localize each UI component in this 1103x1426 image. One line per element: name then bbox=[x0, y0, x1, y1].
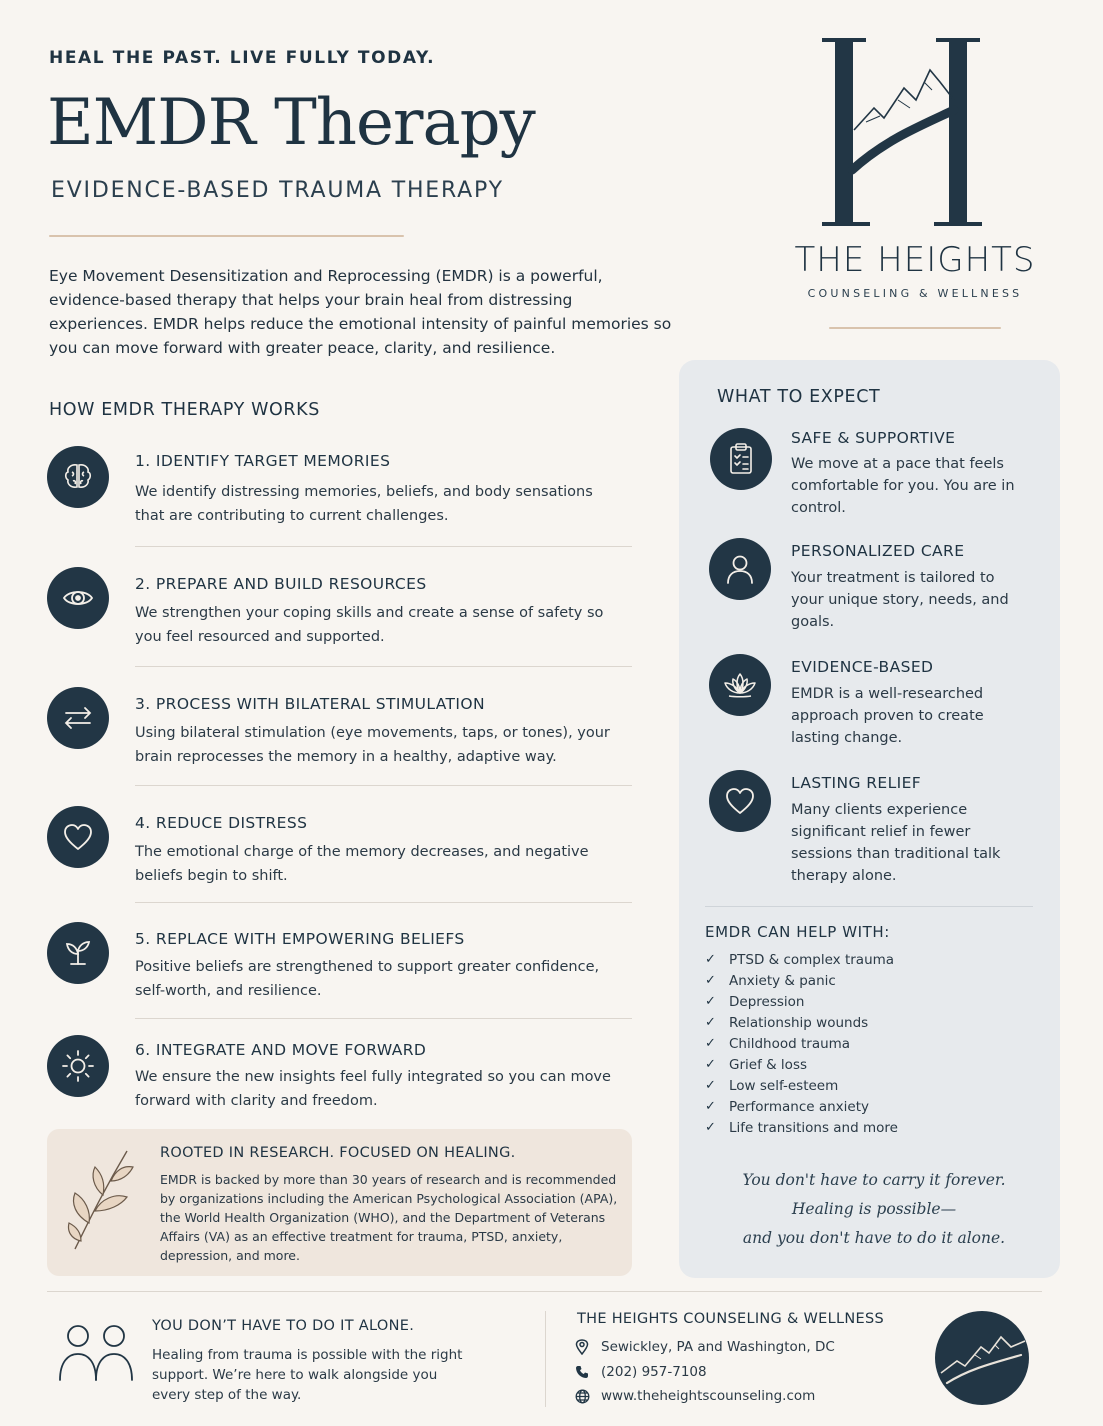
step-title: 1. IDENTIFY TARGET MEMORIES bbox=[135, 452, 391, 470]
help-item-label: Relationship wounds bbox=[729, 1014, 869, 1031]
help-item-label: Anxiety & panic bbox=[729, 972, 836, 989]
heart-icon bbox=[47, 806, 109, 868]
mountain-icon bbox=[935, 1311, 1029, 1405]
intro-paragraph: Eye Movement Desensitization and Reprocessing (EMDR) is a powerful, evidence-based therapy that helps your brain heal from distressing experiences. EMDR helps reduce the emotional intensity of painful memories so you can move forward with greater peace, clarity, and resilience. bbox=[49, 267, 672, 357]
step-body: We identify distressing memories, beliefs, and body sensations that are contributing to current challenges. bbox=[135, 484, 593, 524]
step-divider bbox=[135, 1018, 632, 1019]
list-item bbox=[705, 1075, 1035, 1096]
step-body: Positive beliefs are strengthened to support greater confidence, self-worth, and resilience. bbox=[135, 959, 600, 999]
step-title: 5. REPLACE WITH EMPOWERING BELIEFS bbox=[135, 930, 465, 948]
checkmark-icon: ✓ bbox=[705, 1036, 716, 1051]
checkmark-icon: ✓ bbox=[705, 973, 716, 988]
footer-support-body: Healing from trauma is possible with the right support. We’re here to walk alongside you every step of the way. bbox=[152, 1347, 463, 1403]
list-item bbox=[705, 1096, 1035, 1117]
footer-divider bbox=[47, 1291, 1042, 1292]
monogram-h-icon bbox=[770, 30, 1060, 235]
help-item-label: Grief & loss bbox=[729, 1056, 808, 1073]
checkmark-icon: ✓ bbox=[705, 1099, 716, 1114]
brain-icon bbox=[47, 446, 109, 508]
panel-divider bbox=[705, 906, 1033, 907]
expect-body: Many clients experience significant relief in fewer sessions than traditional talk therapy alone. bbox=[791, 802, 1001, 884]
logo-name: THE HEIGHTS bbox=[794, 240, 1036, 280]
checkmark-icon: ✓ bbox=[705, 1120, 716, 1135]
brand-logo bbox=[770, 30, 1060, 330]
step-body: The emotional charge of the memory decreases, and negative beliefs begin to shift. bbox=[135, 844, 589, 884]
step-divider bbox=[135, 785, 632, 786]
phone-text[interactable]: (202) 957-7108 bbox=[601, 1364, 707, 1380]
checkmark-icon: ✓ bbox=[705, 994, 716, 1009]
website-link[interactable]: www.theheightscounseling.com bbox=[601, 1388, 816, 1404]
research-title: ROOTED IN RESEARCH. FOCUSED ON HEALING. bbox=[160, 1145, 516, 1161]
list-item bbox=[705, 1117, 1035, 1138]
checkmark-icon: ✓ bbox=[705, 952, 716, 967]
logo-subtitle: COUNSELING & WELLNESS bbox=[807, 287, 1023, 300]
expect-title: EVIDENCE-BASED bbox=[791, 658, 934, 676]
step-body: Using bilateral stimulation (eye movements, taps, or tones), your brain reprocesses the memory in a healthy, adaptive way. bbox=[135, 725, 610, 765]
quote-line: You don't have to carry it forever. bbox=[742, 1171, 1006, 1189]
checkmark-icon: ✓ bbox=[705, 1078, 716, 1093]
heart-icon bbox=[709, 770, 771, 832]
arrows-exchange-icon bbox=[47, 687, 109, 749]
step-divider bbox=[135, 902, 632, 903]
location-text: Sewickley, PA and Washington, DC bbox=[601, 1339, 835, 1355]
expect-title: LASTING RELIEF bbox=[791, 774, 922, 792]
checkmark-icon: ✓ bbox=[705, 1057, 716, 1072]
clipboard-icon bbox=[710, 428, 772, 490]
step-title: 6. INTEGRATE AND MOVE FORWARD bbox=[135, 1041, 427, 1059]
list-item bbox=[705, 1054, 1035, 1075]
step-body: We ensure the new insights feel fully integrated so you can move forward with clarity and freedom. bbox=[135, 1069, 611, 1109]
sun-icon bbox=[47, 1035, 109, 1097]
step-divider bbox=[135, 546, 632, 547]
encouragement-quote bbox=[699, 1166, 1049, 1253]
footer-org-name: THE HEIGHTS COUNSELING & WELLNESS bbox=[577, 1311, 884, 1327]
title-divider bbox=[49, 235, 404, 237]
phone-icon bbox=[575, 1365, 601, 1379]
mountain-badge-logo bbox=[935, 1311, 1029, 1405]
expect-title: PERSONALIZED CARE bbox=[791, 542, 965, 560]
step-title: 3. PROCESS WITH BILATERAL STIMULATION bbox=[135, 695, 485, 713]
help-item-label: Low self-esteem bbox=[729, 1077, 839, 1094]
help-item-label: PTSD & complex trauma bbox=[729, 951, 895, 968]
people-icon bbox=[56, 1322, 136, 1384]
footer-website[interactable] bbox=[575, 1388, 815, 1404]
quote-line: Healing is possible— bbox=[791, 1200, 957, 1218]
help-with-list bbox=[705, 949, 1035, 1138]
sprout-icon bbox=[47, 922, 109, 984]
what-to-expect-heading: WHAT TO EXPECT bbox=[717, 387, 881, 407]
step-title: 4. REDUCE DISTRESS bbox=[135, 814, 308, 832]
list-item bbox=[705, 970, 1035, 991]
research-callout bbox=[47, 1129, 632, 1276]
help-item-label: Depression bbox=[729, 993, 805, 1010]
step-body: We strengthen your coping skills and create a sense of safety so you feel resourced and supported. bbox=[135, 605, 604, 645]
research-body: EMDR is backed by more than 30 years of research and is recommended by organizations including the American Psychological Association (APA), the World Health Organization (WHO), and the Department of Veterans Affairs (VA) as an effective treatment for trauma, PTSD, anxiety, depression, and more. bbox=[160, 1172, 618, 1263]
help-item-label: Life transitions and more bbox=[729, 1119, 898, 1136]
lotus-icon bbox=[709, 654, 771, 716]
eye-icon bbox=[47, 567, 109, 629]
footer-location bbox=[575, 1339, 835, 1355]
how-it-works-heading: HOW EMDR THERAPY WORKS bbox=[49, 400, 320, 420]
leaf-branch-icon bbox=[67, 1145, 137, 1255]
help-item-label: Performance anxiety bbox=[729, 1098, 869, 1115]
list-item bbox=[705, 1033, 1035, 1054]
list-item bbox=[705, 991, 1035, 1012]
what-to-expect-panel bbox=[679, 360, 1060, 1278]
page-subtitle: EVIDENCE-BASED TRAUMA THERAPY bbox=[51, 178, 504, 203]
expect-title: SAFE & SUPPORTIVE bbox=[791, 429, 956, 447]
checkmark-icon: ✓ bbox=[705, 1015, 716, 1030]
help-item-label: Childhood trauma bbox=[729, 1035, 851, 1052]
logo-divider bbox=[829, 327, 1001, 329]
footer-support-title: YOU DON’T HAVE TO DO IT ALONE. bbox=[152, 1318, 415, 1334]
quote-line: and you don't have to do it alone. bbox=[742, 1229, 1006, 1247]
person-icon bbox=[709, 538, 771, 600]
expect-body: Your treatment is tailored to your unique story, needs, and goals. bbox=[791, 570, 1009, 630]
footer-phone[interactable] bbox=[575, 1364, 707, 1380]
expect-body: EMDR is a well-researched approach proven to create lasting change. bbox=[791, 686, 984, 746]
list-item bbox=[705, 1012, 1035, 1033]
tagline: HEAL THE PAST. LIVE FULLY TODAY. bbox=[49, 48, 436, 68]
map-pin-icon bbox=[575, 1339, 601, 1355]
list-item bbox=[705, 949, 1035, 970]
step-divider bbox=[135, 666, 632, 667]
footer-vertical-divider bbox=[545, 1311, 546, 1407]
expect-body: We move at a pace that feels comfortable for you. You are in control. bbox=[791, 456, 1015, 516]
step-title: 2. PREPARE AND BUILD RESOURCES bbox=[135, 575, 427, 593]
page-title: EMDR Therapy bbox=[47, 86, 535, 160]
globe-icon bbox=[575, 1389, 601, 1404]
help-with-heading: EMDR CAN HELP WITH: bbox=[705, 923, 890, 941]
